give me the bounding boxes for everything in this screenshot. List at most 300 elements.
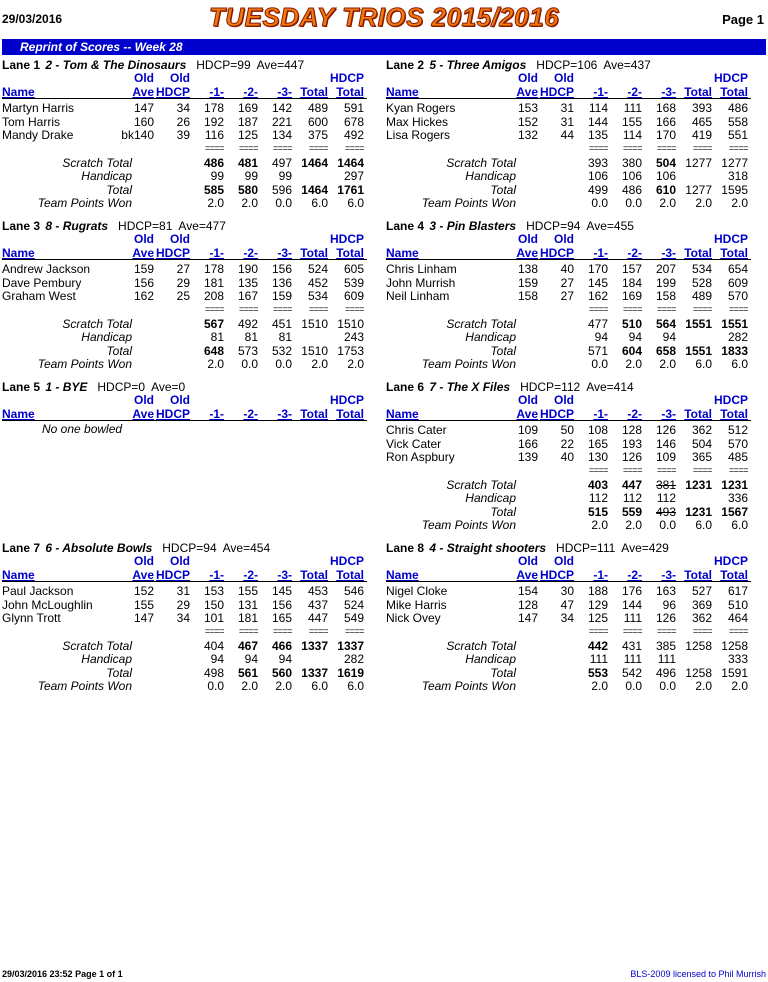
summary-g3: 497: [271, 156, 292, 170]
player-g3: 156: [271, 262, 292, 276]
player-ht: 617: [727, 584, 748, 598]
player-name: Chris Cater: [386, 423, 447, 437]
column-header: -1-: [209, 85, 224, 99]
summary-ht: 1761: [337, 183, 364, 197]
player-row: [386, 611, 766, 624]
player-ave: 156: [133, 275, 154, 290]
column-header-top: Old: [134, 554, 154, 568]
column-header: Total: [300, 407, 328, 421]
player-g2: 167: [237, 289, 258, 303]
summary-g2: 94: [628, 330, 642, 344]
summary-g1: 99: [210, 169, 224, 183]
lane-number: Lane 8: [386, 541, 425, 555]
column-header: HDCP: [155, 407, 190, 421]
summary-tot: 1464: [301, 156, 328, 170]
summary-label: Scratch Total: [446, 639, 516, 653]
column-header: Total: [300, 85, 328, 99]
page-number: Page 1: [722, 12, 764, 27]
summary-g2: 2.0: [241, 196, 258, 210]
player-hdcp: 40: [560, 450, 574, 464]
summary-row-handicap: [386, 652, 766, 665]
player-g3: 126: [655, 423, 676, 437]
player-tot: 600: [307, 114, 328, 129]
column-header: -2-: [627, 246, 642, 260]
summary-g2: 106: [621, 169, 642, 183]
player-g3: 156: [271, 597, 292, 612]
summary-ht: 333: [727, 652, 748, 666]
team-average: Ave=429: [621, 541, 669, 555]
equals-separator: ====: [728, 465, 748, 475]
equals-separator: ====: [728, 626, 748, 636]
column-header: -3-: [661, 85, 676, 99]
player-ht: 524: [343, 597, 364, 612]
summary-tot: 2.0: [695, 196, 712, 210]
team-average: Ave=454: [222, 541, 271, 555]
summary-ht: 1277: [721, 156, 748, 170]
summary-g2: 492: [237, 317, 258, 331]
summary-row-points: [2, 357, 382, 370]
equals-separator: ====: [692, 143, 712, 153]
column-header-name: Name: [2, 246, 35, 260]
player-tot: 489: [307, 101, 328, 115]
equals-separator: ====: [344, 626, 364, 636]
player-ht: 551: [727, 128, 748, 142]
player-ave: bk140: [121, 128, 154, 142]
player-name: Max Hickes: [386, 114, 449, 129]
summary-g3: 466: [271, 639, 292, 653]
equals-separator: ====: [656, 143, 676, 153]
summary-tot: 1337: [301, 666, 328, 680]
equals-separator: ====: [272, 304, 292, 314]
summary-label: Total: [490, 344, 516, 358]
summary-ht: 2.0: [731, 679, 748, 693]
column-header: Total: [300, 246, 328, 260]
summary-g1: 0.0: [591, 196, 608, 210]
team-name: 4 - Straight shooters: [429, 541, 547, 555]
summary-g3: 2.0: [275, 679, 292, 693]
summary-g1: 567: [203, 317, 224, 331]
lane-block: [386, 380, 766, 545]
player-row: [386, 128, 766, 141]
summary-ht: 6.0: [347, 196, 364, 210]
summary-g3: 2.0: [659, 357, 676, 371]
summary-tot: 2.0: [311, 357, 328, 371]
equals-separator: ====: [656, 465, 676, 475]
summary-ht: 1595: [721, 183, 748, 197]
column-header: -2-: [243, 568, 258, 582]
player-g2: 131: [237, 597, 258, 612]
summary-label: Scratch Total: [62, 639, 132, 653]
summary-tot: 6.0: [695, 357, 712, 371]
player-row: [2, 598, 382, 611]
lane-header: [2, 541, 270, 555]
summary-g2: 2.0: [625, 357, 642, 371]
column-header: Ave: [516, 407, 538, 421]
player-name: Graham West: [2, 289, 76, 303]
player-name: Andrew Jackson: [2, 262, 91, 276]
player-name: John McLoughlin: [2, 597, 93, 612]
summary-label: Total: [490, 666, 516, 680]
equals-separator: ====: [728, 304, 748, 314]
summary-g2: 467: [237, 639, 258, 653]
summary-tot: 1510: [301, 344, 328, 358]
summary-label: Total: [106, 183, 132, 197]
player-g1: 153: [203, 584, 224, 598]
column-header: Ave: [132, 568, 154, 582]
equals-separator: ====: [692, 304, 712, 314]
summary-g2: 559: [621, 505, 642, 519]
summary-tot: 6.0: [311, 196, 328, 210]
report-title: TUESDAY TRIOS 2015/2016: [208, 2, 560, 32]
column-header: HDCP: [155, 85, 190, 99]
summary-tot: 1464: [301, 183, 328, 197]
player-g1: 135: [587, 128, 608, 142]
summary-ht: 1464: [337, 156, 364, 170]
summary-row-points: [386, 196, 766, 209]
summary-g1: 94: [210, 652, 224, 666]
no-bowlers-note: No one bowled: [42, 422, 123, 436]
summary-g1: 486: [203, 156, 224, 170]
column-header: Ave: [132, 246, 154, 260]
summary-ht: 2.0: [347, 357, 364, 371]
summary-ht: 1619: [337, 666, 364, 680]
summary-tot: 2.0: [695, 679, 712, 693]
player-tot: 524: [307, 262, 328, 276]
player-row: [386, 437, 766, 450]
player-g1: 150: [203, 597, 224, 612]
player-g3: 165: [271, 611, 292, 625]
column-header-top: Old: [554, 232, 574, 246]
lane-block: [2, 380, 382, 545]
player-ht: 549: [343, 611, 364, 625]
column-header: -1-: [209, 246, 224, 260]
summary-g2: 580: [237, 183, 258, 197]
column-header: HDCP: [539, 568, 574, 582]
player-tot: 534: [691, 262, 712, 276]
column-header: HDCP: [155, 246, 190, 260]
player-g3: 126: [655, 611, 676, 625]
player-name: Nigel Cloke: [386, 584, 448, 598]
column-header: -3-: [277, 407, 292, 421]
player-g2: 184: [621, 275, 642, 290]
header-rule: [2, 581, 367, 582]
player-ave: 147: [133, 101, 154, 115]
player-name: Neil Linham: [386, 289, 450, 303]
summary-g1: 477: [587, 317, 608, 331]
lane-block: [386, 541, 766, 706]
summary-g3: 2.0: [659, 196, 676, 210]
player-g1: 188: [587, 584, 608, 598]
player-g1: 145: [587, 275, 608, 290]
summary-ht: 1833: [721, 344, 748, 358]
player-g3: 163: [655, 584, 676, 598]
summary-g2: 0.0: [241, 357, 258, 371]
summary-row-scratch: [2, 317, 382, 330]
column-header: Total: [720, 568, 748, 582]
player-g2: 181: [237, 611, 258, 625]
column-header: -1-: [593, 568, 608, 582]
summary-label: Handicap: [81, 169, 132, 183]
column-header: HDCP: [539, 85, 574, 99]
summary-g3: 112: [656, 491, 676, 505]
equals-separator: ====: [204, 143, 224, 153]
player-ht: 539: [343, 275, 364, 290]
column-header: -1-: [593, 407, 608, 421]
summary-ht: 282: [727, 330, 748, 344]
player-ave: 158: [517, 289, 538, 303]
player-name: Kyan Rogers: [386, 101, 456, 115]
column-header-top: Old: [518, 232, 538, 246]
summary-g1: 442: [587, 639, 608, 653]
summary-row-total: [2, 183, 382, 196]
player-ht: 654: [727, 262, 748, 276]
column-header-top: Old: [554, 71, 574, 85]
player-row: [2, 128, 382, 141]
column-header-top: Old: [134, 71, 154, 85]
summary-g1: 403: [587, 478, 608, 492]
player-g2: 187: [237, 114, 258, 129]
column-header-top: HDCP: [329, 393, 364, 407]
summary-g2: 0.0: [625, 196, 642, 210]
player-row: [386, 276, 766, 289]
player-row: [2, 115, 382, 128]
player-g1: 129: [587, 597, 608, 612]
player-g2: 176: [621, 584, 642, 598]
player-g1: 162: [587, 289, 608, 303]
summary-g2: 81: [244, 330, 258, 344]
team-hdcp: HDCP=81: [118, 219, 173, 233]
player-ht: 609: [727, 275, 748, 290]
player-ht: 678: [343, 114, 364, 129]
summary-ht: 6.0: [731, 357, 748, 371]
player-hdcp: 29: [176, 275, 190, 290]
column-header: Total: [336, 85, 364, 99]
summary-g3: 496: [655, 666, 676, 680]
column-header: -1-: [209, 568, 224, 582]
summary-g2: 573: [237, 344, 258, 358]
equals-separator: ====: [204, 626, 224, 636]
team-hdcp: HDCP=94: [526, 219, 581, 233]
column-header: -2-: [243, 246, 258, 260]
player-hdcp: 34: [560, 611, 574, 625]
equals-separator: ====: [238, 143, 258, 153]
summary-row-total: [2, 666, 382, 679]
summary-label: Scratch Total: [62, 156, 132, 170]
player-hdcp: 40: [560, 262, 574, 276]
player-ave: 160: [133, 114, 154, 129]
player-hdcp: 22: [560, 436, 574, 451]
summary-g2: 481: [237, 156, 258, 170]
player-row: [386, 115, 766, 128]
player-hdcp: 31: [560, 101, 574, 115]
equals-separator: ====: [272, 626, 292, 636]
summary-g3: 560: [271, 666, 292, 680]
column-header: Ave: [516, 85, 538, 99]
summary-g3: 532: [271, 344, 292, 358]
player-tot: 365: [691, 450, 712, 464]
player-g2: 135: [237, 275, 258, 290]
column-header: -2-: [627, 85, 642, 99]
lane-header: [2, 58, 304, 72]
player-g2: 128: [621, 423, 642, 437]
summary-tot: 1231: [685, 478, 712, 492]
player-tot: 362: [691, 611, 712, 625]
summary-g1: 553: [587, 666, 608, 680]
summary-g1: 106: [587, 169, 608, 183]
team-average: Ave=477: [178, 219, 226, 233]
column-header-name: Name: [386, 85, 419, 99]
summary-g1: 94: [594, 330, 608, 344]
column-header-top: Old: [518, 71, 538, 85]
column-header: Total: [684, 246, 712, 260]
player-g2: 157: [621, 262, 642, 276]
player-g1: 170: [587, 262, 608, 276]
lane-block: [386, 219, 766, 384]
column-header-name: Name: [386, 568, 419, 582]
player-ht: 485: [727, 450, 748, 464]
summary-g3: 94: [278, 652, 292, 666]
header-rule: [386, 259, 751, 260]
column-header: Ave: [516, 246, 538, 260]
summary-g3: 564: [655, 317, 676, 331]
player-ave: 147: [517, 611, 538, 625]
player-g3: 109: [655, 450, 676, 464]
player-ave: 153: [517, 101, 538, 115]
column-header: -3-: [661, 407, 676, 421]
summary-label: Scratch Total: [446, 317, 516, 331]
player-hdcp: 29: [176, 597, 190, 612]
player-hdcp: 30: [560, 584, 574, 598]
player-g3: 207: [655, 262, 676, 276]
lane-number: Lane 4: [386, 219, 425, 233]
summary-g1: 498: [203, 666, 224, 680]
player-row: [386, 598, 766, 611]
summary-label: Team Points Won: [421, 357, 516, 371]
column-header-top: Old: [518, 393, 538, 407]
player-ht: 558: [727, 114, 748, 129]
lane-number: Lane 3: [2, 219, 41, 233]
lane-number: Lane 6: [386, 380, 425, 394]
player-ave: 138: [517, 262, 538, 276]
column-header: -3-: [661, 568, 676, 582]
player-tot: 504: [691, 436, 712, 451]
player-name: Chris Linham: [386, 262, 457, 276]
column-header: Total: [684, 85, 712, 99]
summary-g3: 111: [657, 652, 676, 666]
column-header-top: Old: [518, 554, 538, 568]
column-header-top: Old: [170, 554, 190, 568]
column-header: -2-: [627, 568, 642, 582]
column-header-name: Name: [386, 407, 419, 421]
summary-g2: 380: [621, 156, 642, 170]
summary-tot: 1277: [685, 156, 712, 170]
player-g3: 199: [655, 275, 676, 290]
player-ave: 155: [133, 597, 154, 612]
equals-separator: ====: [692, 626, 712, 636]
player-tot: 528: [691, 275, 712, 290]
column-header: -3-: [277, 85, 292, 99]
player-name: Martyn Harris: [2, 101, 75, 115]
player-g3: 134: [271, 128, 292, 142]
summary-g2: 2.0: [241, 679, 258, 693]
summary-ht: 1258: [721, 639, 748, 653]
player-g1: 116: [204, 128, 224, 142]
summary-tot: 1231: [685, 505, 712, 519]
player-row: [2, 611, 382, 624]
summary-label: Team Points Won: [37, 357, 132, 371]
summary-g1: 571: [587, 344, 608, 358]
player-hdcp: 26: [176, 114, 190, 129]
summary-ht: 318: [727, 169, 748, 183]
summary-g1: 648: [203, 344, 224, 358]
team-name: 5 - Three Amigos: [429, 58, 527, 72]
summary-row-scratch: [386, 478, 766, 491]
summary-g3: 0.0: [659, 679, 676, 693]
player-ht: 510: [727, 597, 748, 612]
player-g1: 125: [587, 611, 608, 625]
equals-separator: ====: [692, 465, 712, 475]
summary-g1: 393: [587, 156, 608, 170]
column-header-top: HDCP: [713, 393, 748, 407]
summary-g3: 451: [271, 317, 292, 331]
summary-g3: 0.0: [659, 518, 676, 532]
lane-header: [386, 219, 634, 233]
player-g3: 158: [655, 289, 676, 303]
summary-row-handicap: [386, 169, 766, 182]
column-header-top: HDCP: [329, 554, 364, 568]
team-name: 8 - Rugrats: [45, 219, 109, 233]
player-tot: 375: [307, 128, 328, 142]
player-name: Glynn Trott: [2, 611, 61, 625]
lane-block: [2, 58, 382, 223]
player-ht: 570: [727, 289, 748, 303]
footer-print-info: 29/03/2016 23:52 Page 1 of 1: [2, 969, 123, 979]
player-hdcp: 27: [560, 275, 574, 290]
summary-label: Scratch Total: [446, 478, 516, 492]
summary-label: Team Points Won: [421, 196, 516, 210]
summary-ht: 1231: [721, 478, 748, 492]
column-header: Total: [300, 568, 328, 582]
summary-label: Team Points Won: [421, 679, 516, 693]
column-header-top: Old: [554, 554, 574, 568]
player-tot: 534: [307, 289, 328, 303]
team-average: Ave=455: [586, 219, 634, 233]
player-ht: 486: [727, 101, 748, 115]
summary-row-total: [386, 666, 766, 679]
player-g1: 165: [587, 436, 608, 451]
player-ht: 512: [727, 423, 748, 437]
player-row: [386, 450, 766, 463]
summary-g1: 81: [210, 330, 224, 344]
column-header: Total: [336, 568, 364, 582]
lane-number: Lane 2: [386, 58, 425, 72]
equals-separator: ====: [622, 465, 642, 475]
player-ave: 152: [517, 114, 538, 129]
team-hdcp: HDCP=94: [162, 541, 217, 555]
player-tot: 419: [691, 128, 712, 142]
column-header: -1-: [209, 407, 224, 421]
column-header: Total: [720, 246, 748, 260]
player-g1: 130: [587, 450, 608, 464]
equals-separator: ====: [656, 304, 676, 314]
player-name: Lisa Rogers: [386, 128, 451, 142]
player-name: Paul Jackson: [2, 584, 74, 598]
player-g1: 114: [588, 101, 608, 115]
player-g2: 111: [623, 611, 642, 625]
team-hdcp: HDCP=0: [97, 380, 146, 394]
summary-g2: 111: [623, 652, 642, 666]
equals-separator: ====: [308, 626, 328, 636]
